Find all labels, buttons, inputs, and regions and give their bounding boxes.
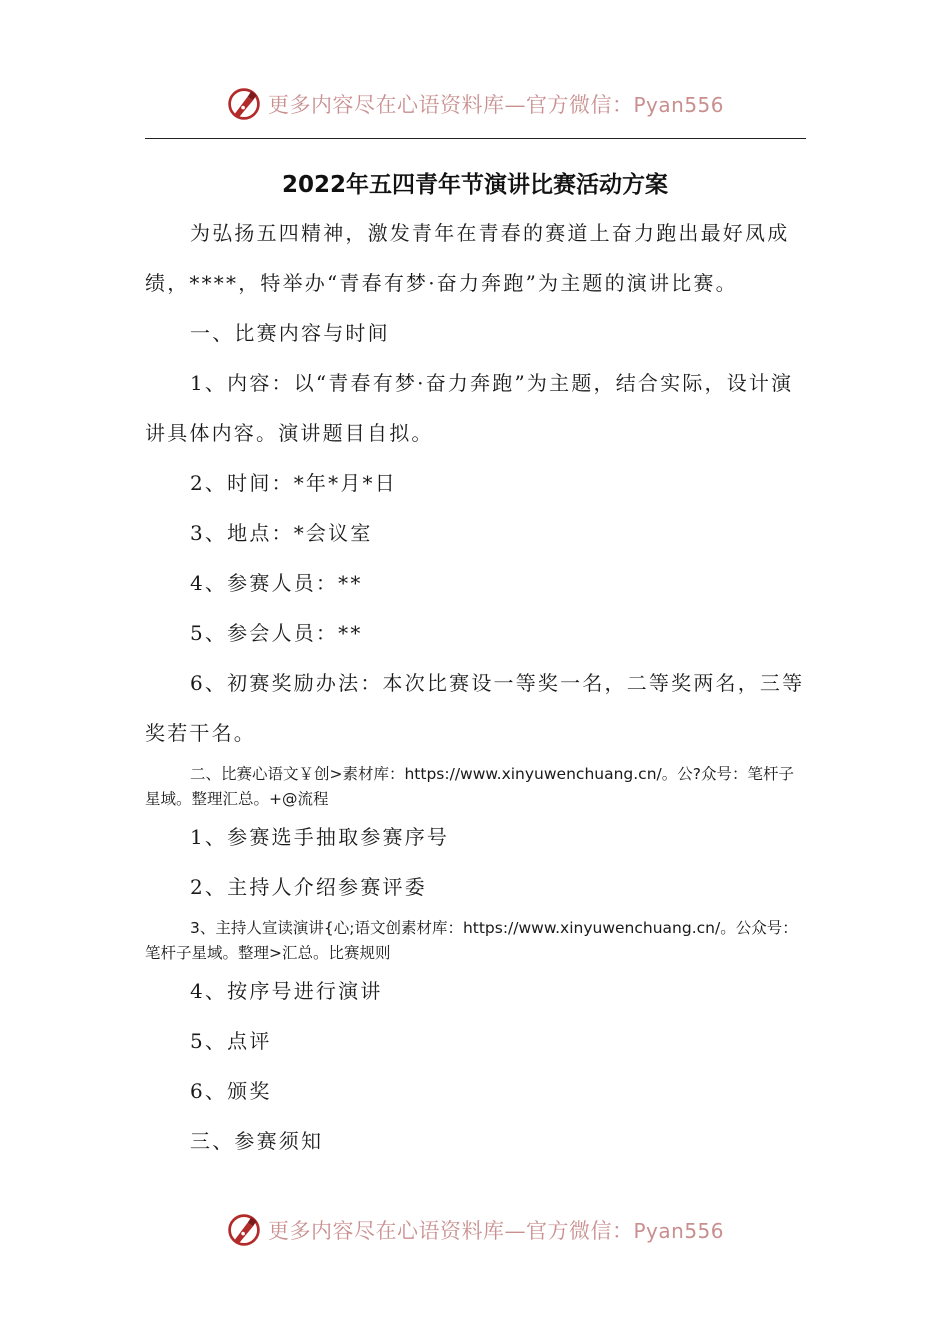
list-item: 4、参赛人员：** xyxy=(190,571,363,595)
section-heading-3: 三、参赛须知 xyxy=(190,1129,324,1153)
list-item: 5、参会人员：** xyxy=(190,621,363,645)
pen-nib-logo-icon xyxy=(226,86,262,122)
list-item: 5、点评 xyxy=(190,1029,272,1053)
section-heading-2: 二、比赛心语文￥创>素材库：https://www.xinyuwenchuang.cn/。公?众号：笔杆子星域。整理汇总。+@流程 xyxy=(145,765,794,808)
footer-banner-id: Pyan556 xyxy=(633,1219,724,1243)
header-banner xyxy=(0,82,950,126)
list-item: 3、地点：*会议室 xyxy=(190,521,373,545)
header-divider xyxy=(145,138,806,139)
footer-banner-main: 更多内容尽在心语资料库—官方微信： xyxy=(267,1219,634,1243)
header-banner-main: 更多内容尽在心语资料库—官方微信： xyxy=(267,93,634,117)
list-item: 1、内容：以“青春有梦·奋力奔跑”为主题，结合实际，设计演讲具体内容。演讲题目自拟。 xyxy=(145,371,794,445)
section-heading-1: 一、比赛内容与时间 xyxy=(190,321,390,345)
list-item: 2、主持人介绍参赛评委 xyxy=(190,875,427,899)
intro-paragraph: 为弘扬五四精神，激发青年在青春的赛道上奋力跑出最好凤成绩，****，特举办“青春有梦·奋力奔跑”为主题的演讲比赛。 xyxy=(145,221,790,295)
pen-nib-logo-icon xyxy=(226,1212,262,1248)
header-banner-text xyxy=(268,89,724,119)
document-body xyxy=(145,208,805,1166)
list-item: 4、按序号进行演讲 xyxy=(190,979,383,1003)
footer-banner xyxy=(0,1208,950,1252)
header-banner-id: Pyan556 xyxy=(633,93,724,117)
document-title: 2022年五四青年节演讲比赛活动方案 xyxy=(281,172,668,198)
list-item: 1、参赛选手抽取参赛序号 xyxy=(190,825,450,849)
list-item: 2、时间：*年*月*日 xyxy=(190,471,397,495)
list-item: 6、初赛奖励办法：本次比赛设一等奖一名，二等奖两名，三等奖若干名。 xyxy=(145,671,805,745)
list-item: 6、颁奖 xyxy=(190,1079,272,1103)
list-item: 3、主持人宣读演讲{心;语文创素材库：https://www.xinyuwenchuang.cn/。公众号：笔杆子星域。整理>汇总。比赛规则 xyxy=(145,919,798,962)
footer-banner-text xyxy=(268,1215,724,1245)
